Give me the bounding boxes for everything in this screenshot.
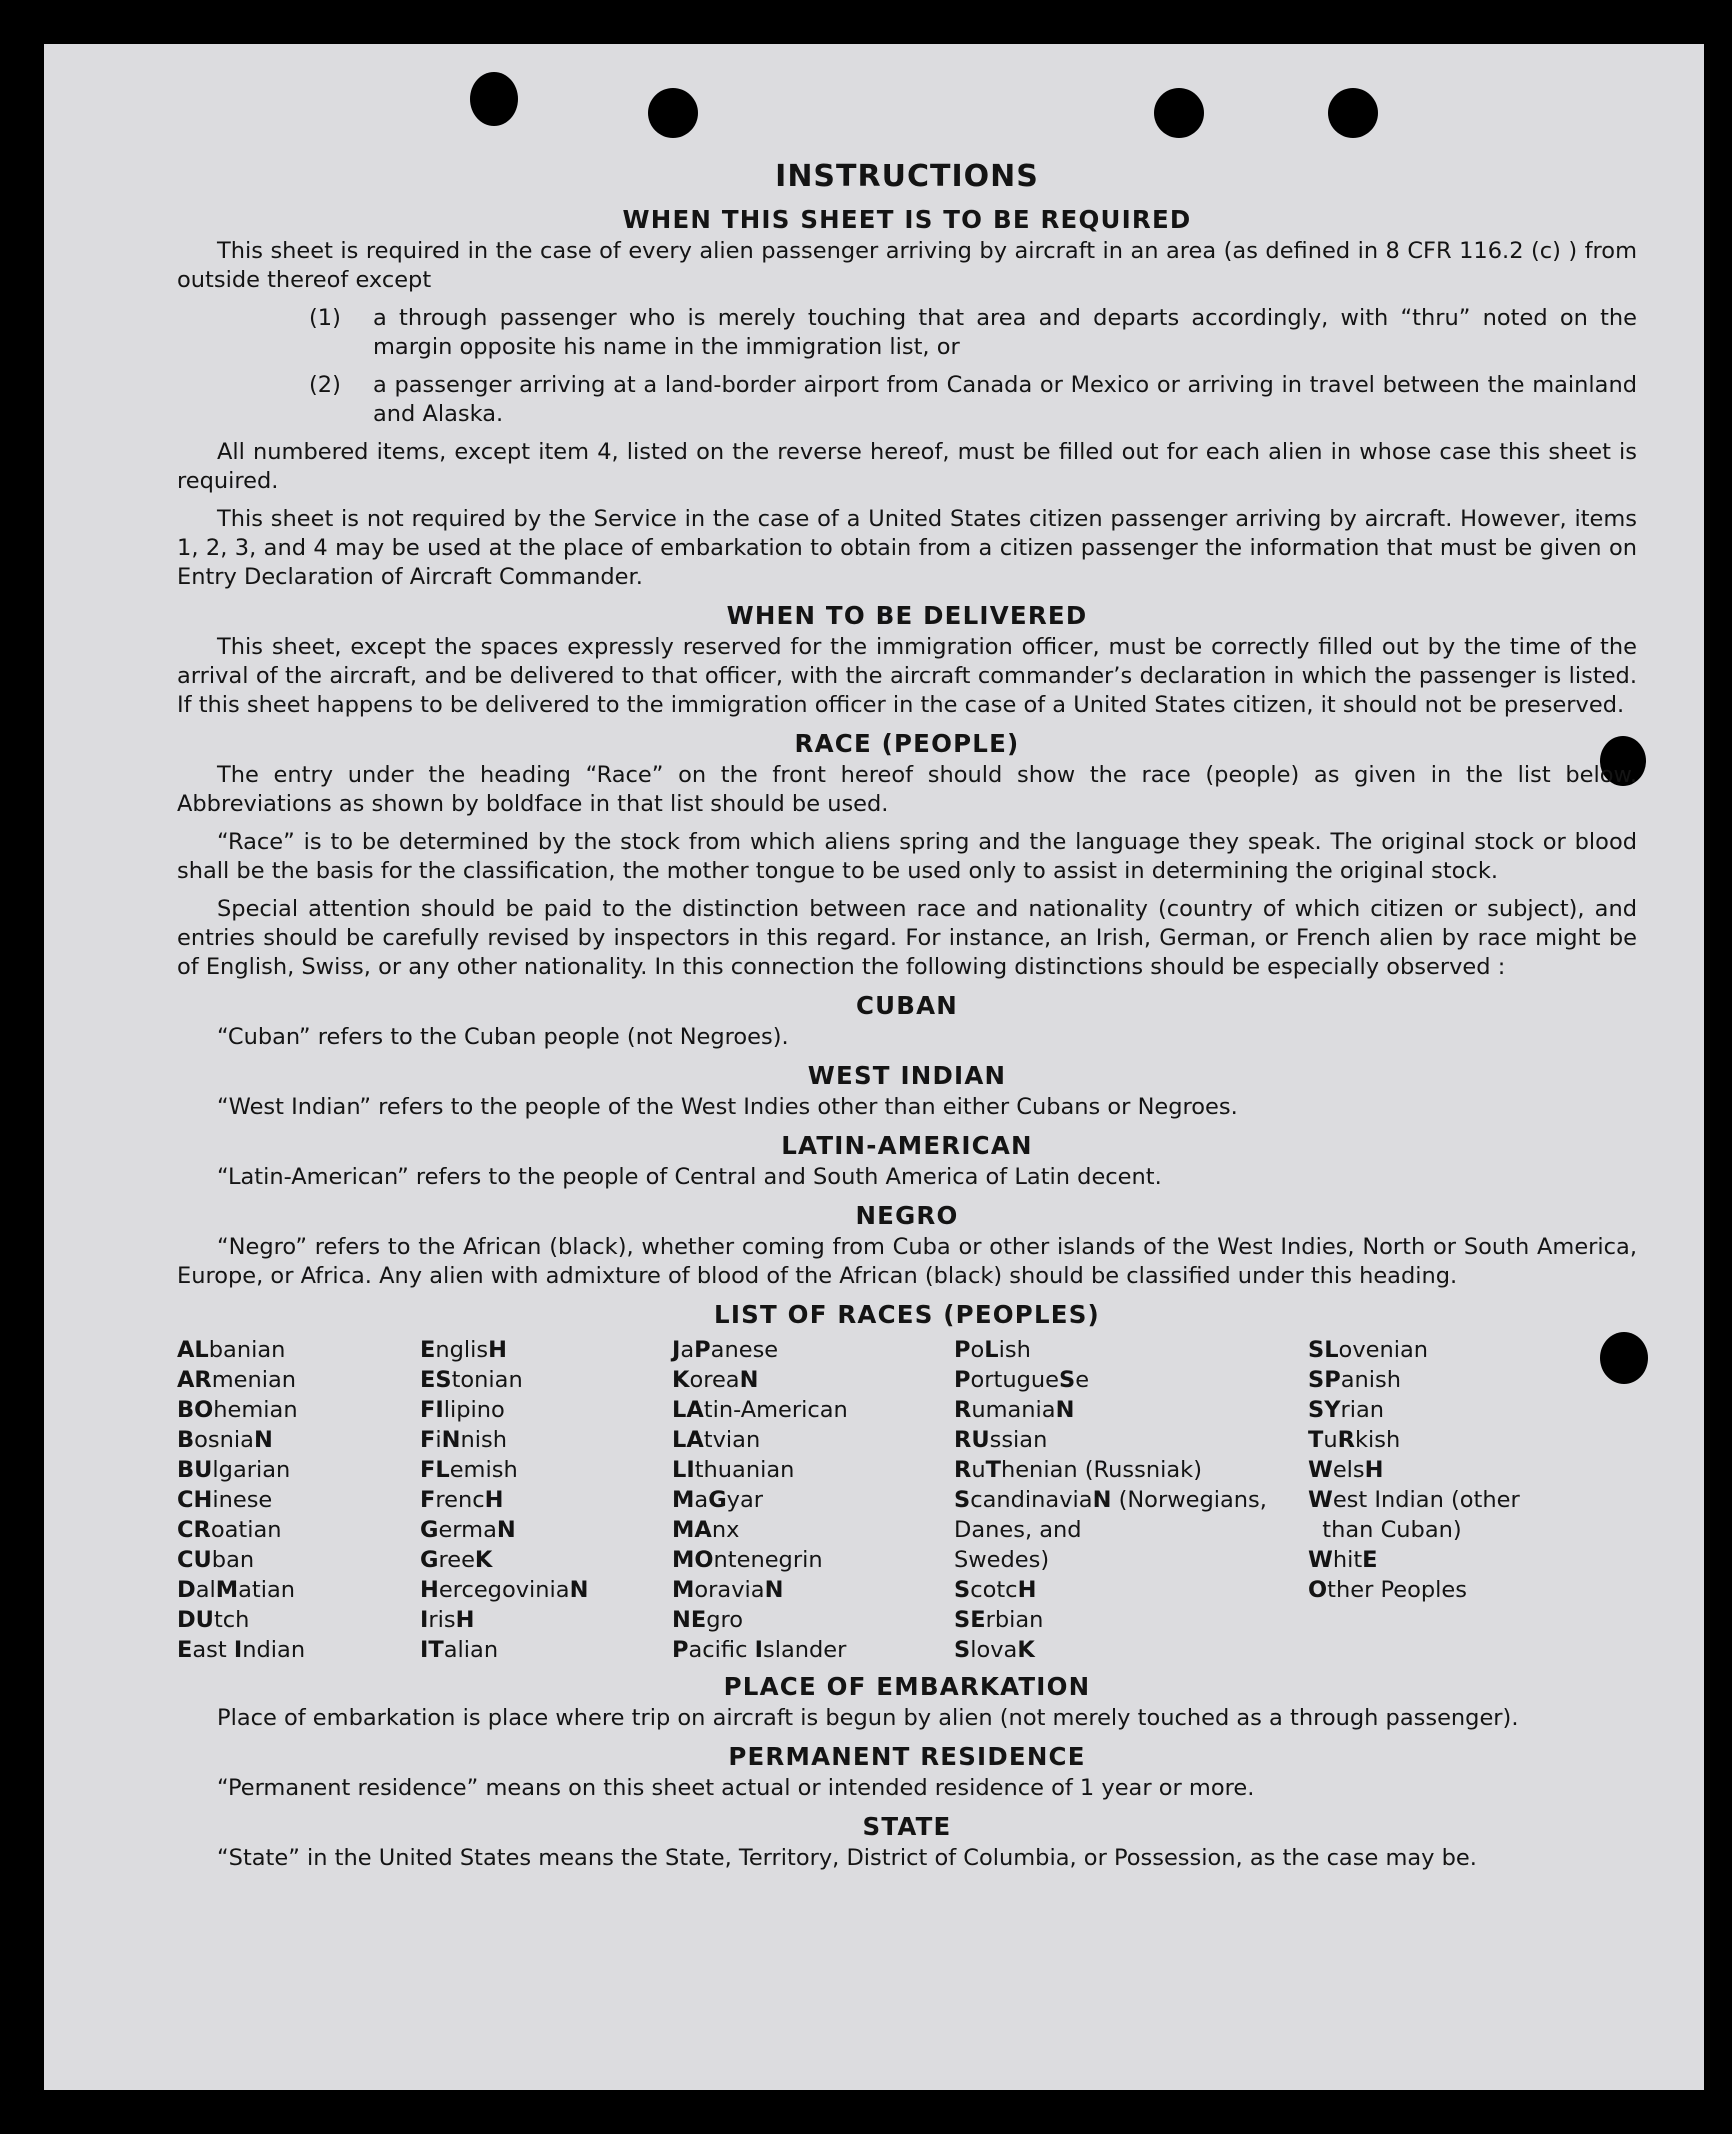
- race-entry: [177, 1335, 420, 1365]
- race-entry: [672, 1575, 954, 1605]
- race-name-text: banian: [208, 1337, 286, 1363]
- race-abbreviation: B: [177, 1427, 195, 1453]
- race-entry: [1308, 1575, 1558, 1605]
- race-name-text: ndian: [242, 1637, 306, 1663]
- race-name-text: est Indian (other: [1332, 1487, 1520, 1513]
- race-abbreviation: AL: [177, 1337, 209, 1363]
- heading-list-of-races: LIST OF RACES (PEOPLES): [714, 1300, 1100, 1329]
- race-entry: [420, 1545, 672, 1575]
- race-abbreviation: W: [1308, 1457, 1333, 1483]
- race-name-text: erma: [438, 1517, 497, 1543]
- race-abbreviation: I: [233, 1637, 243, 1663]
- race-name-text: e: [1075, 1367, 1090, 1393]
- race-name-text: ovenian: [1338, 1337, 1429, 1363]
- race-name-text: nx: [711, 1517, 740, 1543]
- race-name-text: hemian: [213, 1397, 298, 1423]
- race-entry: [954, 1605, 1308, 1635]
- race-abbreviation: SE: [954, 1607, 986, 1633]
- race-abbreviation: N: [496, 1517, 516, 1543]
- race-name-text: ortugue: [970, 1367, 1059, 1393]
- race-abbreviation: CR: [177, 1517, 211, 1543]
- race-abbreviation: BU: [177, 1457, 213, 1483]
- race-para1: The entry under the heading “Race” on the front hereof should show the race (people) as given in the list below. Abbreviations as shown by boldface in that list should be used.: [177, 762, 1637, 817]
- race-abbreviation: N: [569, 1577, 589, 1603]
- race-name-text: a: [694, 1487, 709, 1513]
- race-name-text: renc: [435, 1487, 485, 1513]
- race-name-text: cotc: [970, 1577, 1018, 1603]
- race-para2: “Race” is to be determined by the stock from which aliens spring and the language they speak. The original stock or blood shall be the basis for the classification, the mother tongue to be used only to assist in determining the original stock.: [177, 829, 1637, 884]
- race-abbreviation: R: [954, 1457, 972, 1483]
- race-entry: [420, 1395, 672, 1425]
- race-name-text: alian: [443, 1637, 499, 1663]
- race-name-text: than Cuban): [1308, 1517, 1462, 1543]
- race-column: [954, 1335, 1308, 1665]
- race-name-text: ntenegrin: [713, 1547, 823, 1573]
- race-abbreviation: S: [954, 1487, 971, 1513]
- race-abbreviation: G: [708, 1487, 727, 1513]
- punch-hole: [1154, 88, 1204, 138]
- race-abbreviation: NE: [672, 1607, 707, 1633]
- race-entry: [954, 1515, 1308, 1545]
- race-name-text: yar: [726, 1487, 764, 1513]
- race-column: [420, 1335, 672, 1665]
- race-abbreviation: SY: [1308, 1397, 1341, 1423]
- race-name-text: u: [971, 1457, 986, 1483]
- race-name-text: anese: [710, 1337, 779, 1363]
- race-abbreviation: AR: [177, 1367, 212, 1393]
- race-name-text: (Norwegians,: [1111, 1487, 1267, 1513]
- race-abbreviation: O: [1308, 1577, 1328, 1603]
- race-name-text: thuanian: [694, 1457, 795, 1483]
- race-column: [177, 1335, 420, 1665]
- race-entry: [177, 1365, 420, 1395]
- race-abbreviation: G: [420, 1517, 439, 1543]
- race-abbreviation: K: [672, 1367, 690, 1393]
- race-entry: [1308, 1365, 1558, 1395]
- race-name-text: ris: [428, 1607, 456, 1633]
- race-name-text: slander: [762, 1637, 847, 1663]
- race-name-text: ish: [998, 1337, 1031, 1363]
- race-entry: [420, 1365, 672, 1395]
- exception-item-1: [177, 304, 1637, 362]
- race-name-text: acific: [688, 1637, 755, 1663]
- race-abbreviation: N: [1055, 1397, 1075, 1423]
- race-abbreviation: M: [215, 1577, 239, 1603]
- race-abbreviation: N: [441, 1427, 461, 1453]
- race-entry: [420, 1635, 672, 1665]
- race-abbreviation: FL: [420, 1457, 450, 1483]
- race-abbreviation: CH: [177, 1487, 213, 1513]
- race-entry: [672, 1515, 954, 1545]
- exception-number: (2): [309, 372, 341, 398]
- race-name-text: nglis: [435, 1337, 489, 1363]
- race-name-text: Danes, and: [954, 1517, 1082, 1543]
- race-abbreviation: N: [1092, 1487, 1112, 1513]
- race-entry: [177, 1635, 420, 1665]
- race-entry: [672, 1395, 954, 1425]
- race-entry: [420, 1425, 672, 1455]
- race-name-text: candinavia: [970, 1487, 1093, 1513]
- race-name-text: oravia: [694, 1577, 765, 1603]
- punch-hole: [1328, 88, 1378, 138]
- race-abbreviation: T: [1308, 1427, 1324, 1453]
- punch-hole: [470, 72, 518, 126]
- race-abbreviation: M: [672, 1577, 695, 1603]
- exception-number: (1): [309, 305, 341, 331]
- race-entry: [177, 1395, 420, 1425]
- race-entry: [177, 1425, 420, 1455]
- race-abbreviation: F: [420, 1487, 436, 1513]
- race-abbreviation: IT: [420, 1637, 444, 1663]
- west-indian-text: “West Indian” refers to the people of the West Indies other than either Cubans or Negroes.: [217, 1094, 1238, 1120]
- race-name-text: henian (Russniak): [1000, 1457, 1202, 1483]
- race-abbreviation: K: [474, 1547, 493, 1573]
- permanent-residence-text: “Permanent residence” means on this sheet actual or intended residence of 1 year or more.: [217, 1775, 1255, 1801]
- race-abbreviation: SL: [1308, 1337, 1339, 1363]
- race-name-text: umania: [971, 1397, 1056, 1423]
- race-abbreviation: J: [672, 1337, 681, 1363]
- race-abbreviation: P: [954, 1367, 971, 1393]
- race-name-text: ssian: [989, 1427, 1048, 1453]
- heading-cuban: CUBAN: [855, 991, 958, 1020]
- race-name-text: lipino: [443, 1397, 505, 1423]
- race-entry: [177, 1455, 420, 1485]
- race-name-text: els: [1332, 1457, 1365, 1483]
- race-abbreviation: CU: [177, 1547, 212, 1573]
- document-sheet: [44, 44, 1704, 2090]
- race-abbreviation: E: [177, 1637, 193, 1663]
- race-name-text: oatian: [210, 1517, 282, 1543]
- race-entry: [177, 1545, 420, 1575]
- race-name-text: ree: [438, 1547, 475, 1573]
- race-abbreviation: FI: [420, 1397, 444, 1423]
- race-entry: [420, 1335, 672, 1365]
- race-abbreviation: F: [420, 1427, 436, 1453]
- race-abbreviation: N: [764, 1577, 784, 1603]
- race-name-text: nish: [460, 1427, 507, 1453]
- race-abbreviation: M: [672, 1487, 695, 1513]
- race-abbreviation: I: [420, 1607, 429, 1633]
- when-required-para2: This sheet is not required by the Service in the case of a United States citizen passenger arriving by aircraft. However, items 1, 2, 3, and 4 may be used at the place of embarkation to obtain from a citizen passenger the information that must be given on Entry Declaration of Aircraft Commander.: [177, 506, 1637, 590]
- race-name-text: lgarian: [212, 1457, 291, 1483]
- race-entry: [954, 1575, 1308, 1605]
- race-abbreviation: H: [420, 1577, 439, 1603]
- race-abbreviation: K: [1017, 1637, 1035, 1663]
- race-entry: [1308, 1485, 1558, 1515]
- race-entry: [672, 1635, 954, 1665]
- race-entry: [954, 1545, 1308, 1575]
- punch-hole: [648, 88, 698, 138]
- race-abbreviation: MA: [672, 1517, 712, 1543]
- race-name-text: atian: [238, 1577, 296, 1603]
- race-abbreviation: W: [1308, 1487, 1333, 1513]
- exception-item-2: [177, 371, 1637, 429]
- race-entry: [954, 1365, 1308, 1395]
- heading-race: RACE (PEOPLE): [794, 729, 1020, 758]
- race-name-text: ther Peoples: [1327, 1577, 1467, 1603]
- race-name-text: kish: [1354, 1427, 1401, 1453]
- when-delivered-text: This sheet, except the spaces expressly reserved for the immigration officer, must be correctly filled out by the time of the arrival of the aircraft, and be delivered to that officer, with the aircraft commander’s declaration in which the passenger is listed. If this sheet happens to be delivered to the immigration officer in the case of a United States citizen, it should not be preserved.: [177, 634, 1637, 718]
- race-abbreviation: H: [455, 1607, 475, 1633]
- race-abbreviation: T: [985, 1457, 1001, 1483]
- state-text: “State” in the United States means the State, Territory, District of Columbia, or Possession, as the case may be.: [217, 1845, 1477, 1871]
- race-entry: [954, 1335, 1308, 1365]
- race-para3: Special attention should be paid to the distinction between race and nationality (country of which citizen or subject), and entries should be carefully revised by inspectors in this regard. For instance, an Irish, German, or French alien by race might be of English, Swiss, or any other nationality. In this connection the following distinctions should be especially observed :: [177, 896, 1637, 980]
- race-name-text: menian: [211, 1367, 297, 1393]
- heading-negro: NEGRO: [855, 1201, 959, 1230]
- race-abbreviation: P: [694, 1337, 711, 1363]
- race-entry: [672, 1425, 954, 1455]
- race-abbreviation: H: [1017, 1577, 1037, 1603]
- race-entry: [954, 1395, 1308, 1425]
- race-entry: [177, 1485, 420, 1515]
- race-abbreviation: S: [1058, 1367, 1076, 1393]
- race-name-text: orea: [689, 1367, 740, 1393]
- race-name-text: tch: [213, 1607, 250, 1633]
- race-name-text: o: [970, 1337, 985, 1363]
- race-entry: [672, 1545, 954, 1575]
- race-entry: [672, 1455, 954, 1485]
- race-entry: [1308, 1425, 1558, 1455]
- race-entry: [1308, 1395, 1558, 1425]
- race-name-text: tonian: [451, 1367, 523, 1393]
- race-entry: [1308, 1545, 1558, 1575]
- cuban-text: “Cuban” refers to the Cuban people (not Negroes).: [217, 1024, 789, 1050]
- race-entry: [420, 1485, 672, 1515]
- negro-text: “Negro” refers to the African (black), whether coming from Cuba or other islands of the West Indies, North or South America, Europe, or Africa. Any alien with admixture of blood of the African (black) should be classified under this heading.: [177, 1234, 1637, 1289]
- heading-when-delivered: WHEN TO BE DELIVERED: [726, 601, 1088, 630]
- race-entry: [672, 1485, 954, 1515]
- race-abbreviation: S: [954, 1577, 971, 1603]
- race-abbreviation: N: [739, 1367, 759, 1393]
- heading-permanent-residence: PERMANENT RESIDENCE: [728, 1742, 1086, 1771]
- race-entry: [672, 1605, 954, 1635]
- race-abbreviation: LA: [672, 1397, 704, 1423]
- race-abbreviation: P: [672, 1637, 689, 1663]
- race-name-text: ercegovinia: [438, 1577, 570, 1603]
- race-entry: [954, 1635, 1308, 1665]
- race-abbreviation: L: [984, 1337, 999, 1363]
- race-abbreviation: BO: [177, 1397, 214, 1423]
- race-abbreviation: DU: [177, 1607, 214, 1633]
- race-abbreviation: E: [1362, 1547, 1378, 1573]
- instructions-content: [177, 159, 1637, 1882]
- race-entry: [420, 1515, 672, 1545]
- race-entry: [954, 1455, 1308, 1485]
- page-title: INSTRUCTIONS: [775, 159, 1039, 194]
- race-entry: [1308, 1515, 1558, 1545]
- race-name-text: Swedes): [954, 1547, 1050, 1573]
- race-name-text: i: [435, 1427, 442, 1453]
- race-name-text: anish: [1340, 1367, 1401, 1393]
- race-name-text: u: [1323, 1427, 1338, 1453]
- race-abbreviation: G: [420, 1547, 439, 1573]
- race-abbreviation: ES: [420, 1367, 452, 1393]
- race-entry: [177, 1515, 420, 1545]
- race-name-text: a: [680, 1337, 695, 1363]
- when-required-para1: All numbered items, except item 4, listed on the reverse hereof, must be filled out for each alien in whose case this sheet is required.: [177, 439, 1637, 494]
- race-name-text: lova: [970, 1637, 1018, 1663]
- race-abbreviation: RU: [954, 1427, 990, 1453]
- race-abbreviation: I: [754, 1637, 763, 1663]
- race-abbreviation: N: [253, 1427, 273, 1453]
- race-name-text: tvian: [703, 1427, 761, 1453]
- race-abbreviation: SP: [1308, 1367, 1341, 1393]
- race-abbreviation: E: [420, 1337, 436, 1363]
- heading-embarkation: PLACE OF EMBARKATION: [723, 1672, 1091, 1701]
- race-list: [177, 1335, 1637, 1665]
- heading-latin-american: LATIN-AMERICAN: [781, 1131, 1033, 1160]
- race-entry: [177, 1605, 420, 1635]
- race-abbreviation: LA: [672, 1427, 704, 1453]
- race-abbreviation: H: [488, 1337, 507, 1363]
- race-entry: [672, 1335, 954, 1365]
- race-name-text: emish: [449, 1457, 518, 1483]
- embarkation-text: Place of embarkation is place where trip on aircraft is begun by alien (not merely touched as a through passenger).: [217, 1705, 1519, 1731]
- heading-when-required: WHEN THIS SHEET IS TO BE REQUIRED: [622, 205, 1192, 234]
- race-abbreviation: R: [1337, 1427, 1355, 1453]
- race-column: [1308, 1335, 1558, 1665]
- when-required-intro: This sheet is required in the case of every alien passenger arriving by aircraft in an area (as defined in 8 CFR 116.2 (c) ) from outside thereof except: [177, 238, 1637, 293]
- race-name-text: tin-American: [703, 1397, 848, 1423]
- exception-text: a through passenger who is merely touching that area and departs accordingly, with “thru” noted on the margin opposite his name in the immigration list, or: [373, 305, 1637, 360]
- race-name-text: gro: [706, 1607, 744, 1633]
- race-column: [672, 1335, 954, 1665]
- race-name-text: ast: [192, 1637, 234, 1663]
- race-name-text: rian: [1340, 1397, 1385, 1423]
- race-name-text: rbian: [985, 1607, 1044, 1633]
- race-name-text: al: [195, 1577, 216, 1603]
- race-entry: [954, 1485, 1308, 1515]
- race-name-text: osnia: [194, 1427, 254, 1453]
- race-name-text: ban: [211, 1547, 255, 1573]
- race-entry: [420, 1575, 672, 1605]
- race-name-text: inese: [212, 1487, 273, 1513]
- latin-american-text: “Latin-American” refers to the people of Central and South America of Latin decent.: [217, 1164, 1162, 1190]
- race-abbreviation: R: [954, 1397, 972, 1423]
- exception-text: a passenger arriving at a land-border airport from Canada or Mexico or arriving in travel between the mainland and Alaska.: [373, 372, 1637, 427]
- race-entry: [1308, 1455, 1558, 1485]
- heading-west-indian: WEST INDIAN: [807, 1061, 1007, 1090]
- race-entry: [1308, 1335, 1558, 1365]
- race-abbreviation: LI: [672, 1457, 695, 1483]
- heading-state: STATE: [862, 1812, 952, 1841]
- race-abbreviation: W: [1308, 1547, 1333, 1573]
- race-abbreviation: MO: [672, 1547, 714, 1573]
- race-abbreviation: S: [954, 1637, 971, 1663]
- race-abbreviation: D: [177, 1577, 196, 1603]
- race-entry: [420, 1605, 672, 1635]
- race-entry: [954, 1425, 1308, 1455]
- race-entry: [177, 1575, 420, 1605]
- race-abbreviation: H: [484, 1487, 504, 1513]
- race-name-text: hit: [1332, 1547, 1363, 1573]
- race-entry: [420, 1455, 672, 1485]
- race-abbreviation: H: [1364, 1457, 1384, 1483]
- race-abbreviation: P: [954, 1337, 971, 1363]
- race-entry: [672, 1365, 954, 1395]
